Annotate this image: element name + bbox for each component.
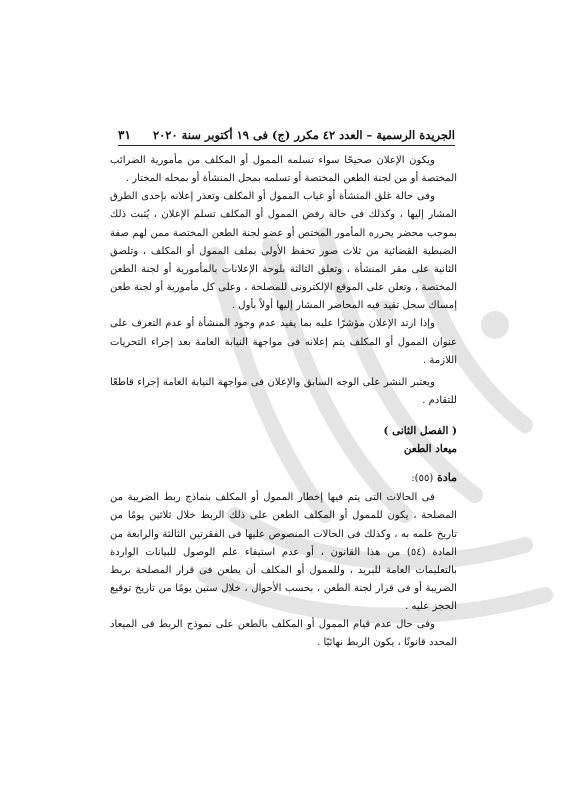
article-label: مادة [437,471,457,485]
paragraph: فى الحالات التى يتم فيها إخطار الممول أو المكلف بنماذج ربط الضريبة من المصلحة ، يكون للممول أو المكلف الطعن على ذلك الربط خلال ثلاثين يومًا من تاريخ علمه به ، وكذلك فى الحالات المنصوص عليها فى الفقرتين الثالثة والرابعة من المادة (٥٤) من هذا القانون ، أو عدم استيفاء علم الوصول للبيانات الواردة بالتعليمات العامة للبريد ، وللممول أو المكلف أن يطعن فى قرار المصلحة بربط الضريبة أو فى قرار لجنة الطعن ، بحسب الأحوال ، خلال ستين يومًا من تاريخ توقيع الحجز عليه . [110,492,457,613]
article-heading [110,468,457,489]
paragraph: ويكون الإعلان صحيحًا سواء تسلمه الممول أو المكلف من مأمورية الضرائب المختصة أو من لجنة الطعن المختصة أو تسلمه بمحل المنشأة أو بمحله المختار . [110,155,457,185]
paragraph: وفى حالة غلق المنشأة أو غياب الممول أو المكلف وتعذر إعلانه بإحدى الطرق المشار إليها ، وكذلك فى حالة رفض الممول أو المكلف تسلم الإعلان ، يُثبت ذلك بموجب محضر يحرره المأمور المختص أو عضو لجنة الطعن المختصة ممن لهم صفة الضبطية القضائية من ثلاث صور تحفظ الأولى بملف الممول أو المكلف ، وتلصق الثانية على مقر المنشأة ، وتعلق الثالثة بلوحة الإعلانات بالمأمورية أو لجنة الطعن المختصة ، وتعلن على الموقع الإلكترونى للمصلحة ، وعلى كل مأمورية أو لجنة طعن إمساك سجل تقيد فيه المحاضر المشار إليها أولاً بأول . [110,191,457,312]
page-body [110,152,457,653]
article-number: (٥٥): [411,473,434,485]
paragraph: وفى حال عدم قيام الممول أو المكلف بالطعن على نموذج الربط فى الميعاد المحدد قانونًا ، يكون الربط نهائيًا . [110,619,457,649]
paragraph: وإذا ارتد الإعلان مؤشرًا عليه بما يفيد عدم وجود المنشأة أو عدم التعرف على عنوان الممول أو المكلف يتم إعلانه فى مواجهة النيابة العامة بعد إجراء التحريات اللازمة . [110,318,457,366]
gazette-title: الجريدة الرسمية – العدد ٤٢ مكرر (ج) فى ١٩ أكتوبر سنة ٢٠٢٠ [152,128,455,142]
page-header [118,128,455,146]
paragraph: ويعتبر النشر على الوجه السابق والإعلان فى مواجهة النيابة العامة إجراء قاطعًا للتقادم . [110,376,457,407]
chapter-subtitle: ميعاد الطعن [403,443,457,456]
page-number: ٣١ [118,128,131,142]
chapter-title: ( الفصل الثانى ) [383,425,457,438]
